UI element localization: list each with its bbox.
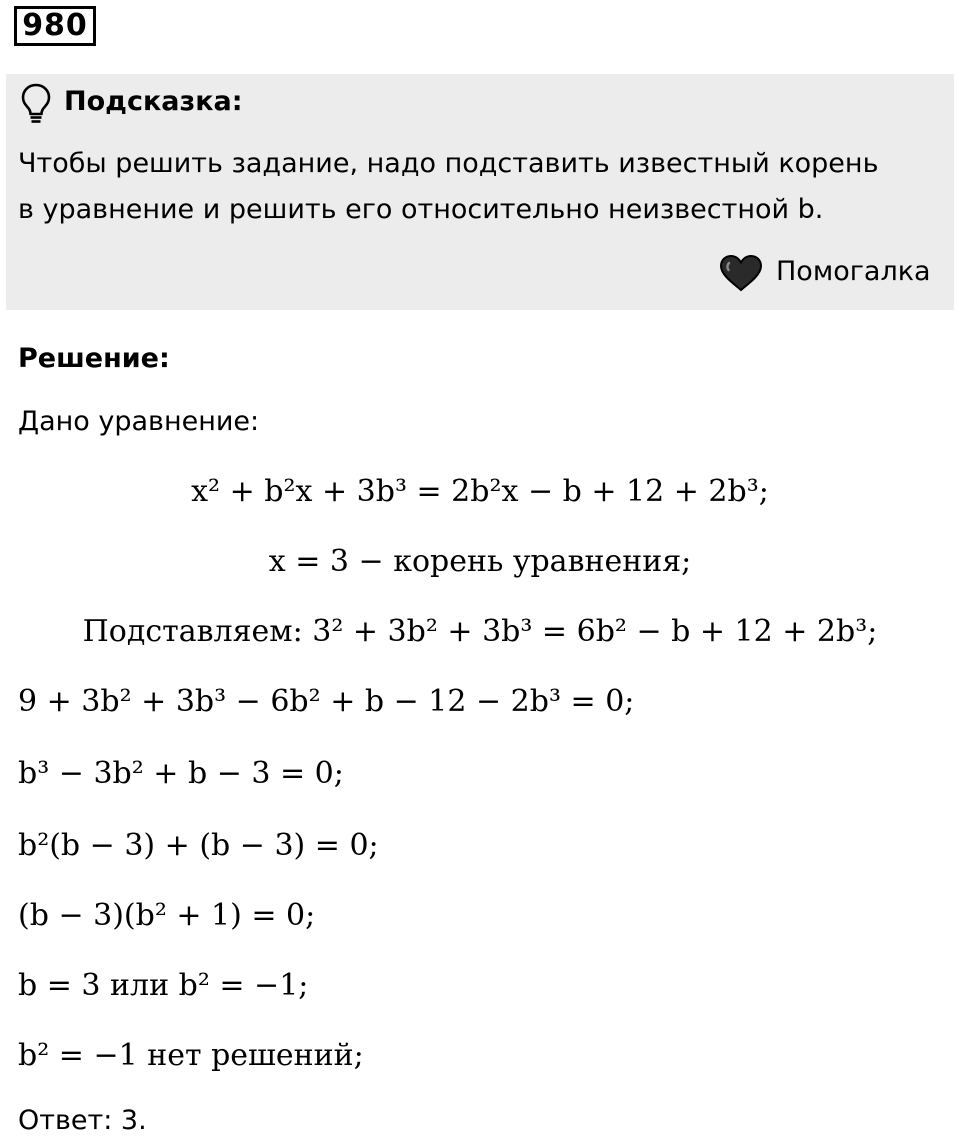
given-label: Дано уравнение:	[18, 406, 260, 437]
equation-line: b³ − 3b² + b − 3 = 0;	[18, 756, 344, 791]
hint-text-line: Чтобы решить задание, надо подставить известный корень	[18, 148, 879, 179]
equation-line: x² + b²x + 3b³ = 2b²x − b + 12 + 2b³;	[191, 474, 769, 509]
heart-icon	[718, 253, 764, 293]
equation-line: b = 3 или b² = −1;	[18, 968, 309, 1003]
equation-line: 9 + 3b² + 3b³ − 6b² + b − 12 − 2b³ = 0;	[18, 684, 635, 719]
problem-number: 980	[14, 6, 96, 46]
answer-text: Ответ: 3.	[18, 1105, 147, 1136]
solution-title: Решение:	[18, 343, 170, 374]
equation-line: b²(b − 3) + (b − 3) = 0;	[18, 828, 379, 863]
lightbulb-icon	[20, 82, 52, 126]
equation-line: Подставляем: 3² + 3b² + 3b³ = 6b² − b + 12 + 2b³;	[82, 614, 878, 649]
equation-line: x = 3 − корень уравнения;	[268, 544, 692, 579]
equation-line: b² = −1 нет решений;	[18, 1038, 364, 1073]
hint-title: Подсказка:	[64, 86, 243, 117]
helper-label: Помогалка	[776, 256, 931, 287]
hint-text-line: в уравнение и решить его относительно неизвестной b.	[18, 194, 824, 225]
equation-line: (b − 3)(b² + 1) = 0;	[18, 898, 316, 933]
